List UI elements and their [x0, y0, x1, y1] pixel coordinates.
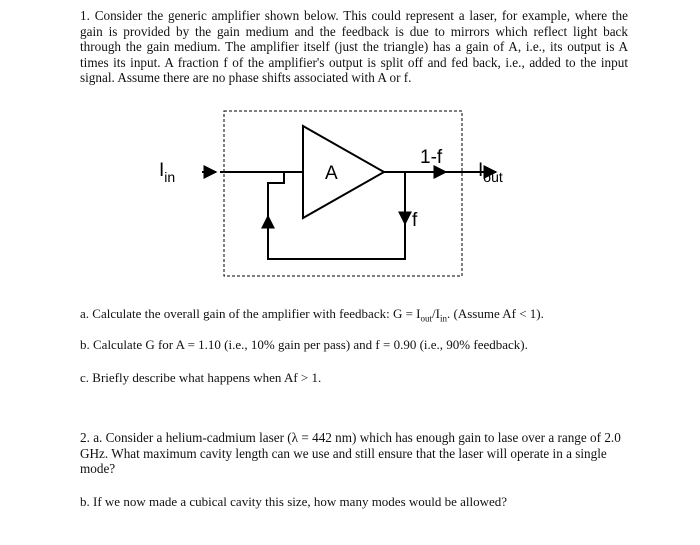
input-label: $I_{in}$ — [159, 160, 176, 185]
amplifier-diagram — [148, 108, 503, 280]
question-2a: 2. a. Consider a helium-cadmium laser (λ = 442 nm) which has enough gain to lase over a range of 2.0 GHz. What maximum cavity length can we use and still ensure that the laser will operate in a single mode? — [80, 430, 621, 476]
amplifier-label: A — [325, 163, 338, 184]
question-1c: c. Briefly describe what happens when Af > 1. — [80, 370, 322, 385]
summing-junction — [268, 172, 284, 218]
question-1a: a. Calculate the overall gain of the amplifier with feedback: $G = I_{out}/I_{in}$. (Assume Af < 1). — [80, 306, 544, 324]
question-1b: b. Calculate G for A = 1.10 (i.e., 10% gain per pass) and f = 0.90 (i.e., 90% feedback). — [80, 337, 528, 352]
output-label: $I_{out}$ — [478, 160, 503, 185]
pass-fraction-label: 1-f — [420, 147, 443, 168]
feedback-fraction-label: f — [412, 210, 418, 231]
question-1-intro: 1. Consider the generic amplifier shown below. This could represent a laser, for example, where the gain is provided by the gain medium and the feedback is due to mirrors which reflect light back through the gain medium. The amplifier itself (just the triangle) has a gain of A, i.e., its output is A times its input. A fraction f of the amplifier's output is split off and fed back, i.e., added to the input signal. Assume there are no phase shifts associated with A or f. — [80, 8, 628, 85]
question-2b: b. If we now made a cubical cavity this size, how many modes would be allowed? — [80, 494, 508, 509]
amplifier-triangle — [303, 126, 384, 218]
